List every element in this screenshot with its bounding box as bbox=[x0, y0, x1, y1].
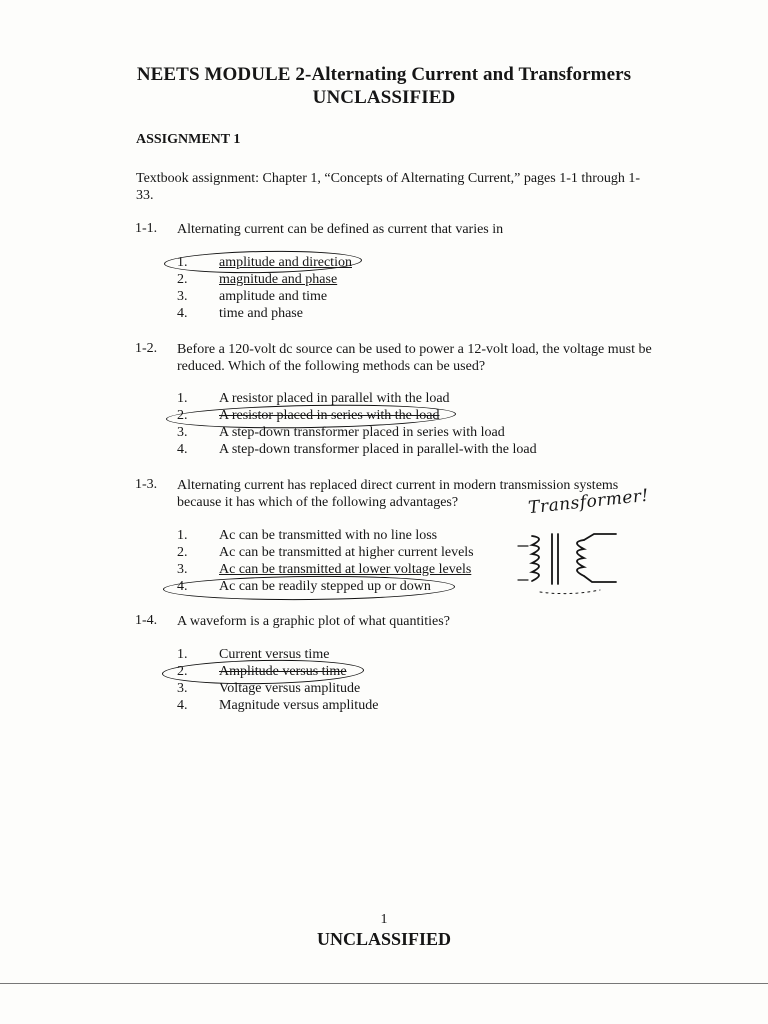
option-text: A resistor placed in series with the load bbox=[219, 408, 440, 423]
option[interactable] bbox=[0, 390, 768, 407]
option-number: 4. bbox=[177, 442, 188, 457]
question-number: 1-1. bbox=[135, 221, 158, 236]
option[interactable] bbox=[0, 697, 768, 714]
option[interactable] bbox=[0, 305, 768, 322]
transformer-sketch-icon bbox=[512, 518, 632, 598]
option-number: 3. bbox=[177, 681, 188, 696]
option-text: amplitude and direction bbox=[219, 255, 352, 270]
option-number: 1. bbox=[177, 647, 188, 662]
option[interactable] bbox=[0, 407, 768, 424]
option-number: 3. bbox=[177, 425, 188, 440]
option-number: 4. bbox=[177, 698, 188, 713]
option-text: time and phase bbox=[219, 306, 303, 321]
option-text: Amplitude versus time bbox=[219, 664, 347, 679]
option[interactable] bbox=[0, 441, 768, 458]
question-number: 1-3. bbox=[135, 477, 158, 492]
option[interactable] bbox=[0, 527, 768, 544]
option-number: 1. bbox=[177, 391, 188, 406]
option-text: Ac can be transmitted at higher current levels bbox=[219, 545, 474, 560]
option[interactable] bbox=[0, 578, 768, 595]
option-number: 1. bbox=[177, 528, 188, 543]
question-number: 1-4. bbox=[135, 613, 158, 628]
footer-classification: UNCLASSIFIED bbox=[316, 929, 452, 949]
option-number: 2. bbox=[177, 408, 188, 423]
option-number: 4. bbox=[177, 579, 188, 594]
question-number: 1-2. bbox=[135, 341, 158, 356]
option-text: Voltage versus amplitude bbox=[219, 681, 361, 696]
option-number: 2. bbox=[177, 664, 188, 679]
option[interactable] bbox=[0, 561, 768, 578]
page-divider bbox=[0, 983, 768, 984]
option-number: 2. bbox=[177, 272, 188, 287]
option-text: Ac can be transmitted with no line loss bbox=[219, 528, 438, 543]
option[interactable] bbox=[0, 544, 768, 561]
page-number: 1 bbox=[380, 912, 388, 927]
option-text: Ac can be readily stepped up or down bbox=[219, 579, 431, 594]
option-number: 3. bbox=[177, 289, 188, 304]
option-text: A resistor placed in parallel with the load bbox=[219, 391, 450, 406]
option-text: Magnitude versus amplitude bbox=[219, 698, 379, 713]
option[interactable] bbox=[0, 646, 768, 663]
option-text: magnitude and phase bbox=[219, 272, 338, 287]
option[interactable] bbox=[0, 254, 768, 271]
option-number: 3. bbox=[177, 562, 188, 577]
handwritten-note: Transformer! bbox=[527, 485, 650, 519]
option[interactable] bbox=[0, 288, 768, 305]
option[interactable] bbox=[0, 271, 768, 288]
option-text: Ac can be transmitted at lower voltage levels bbox=[219, 562, 472, 577]
option[interactable] bbox=[0, 680, 768, 697]
option-text: A step-down transformer placed in parallel-with the load bbox=[219, 442, 537, 457]
option[interactable] bbox=[0, 424, 768, 441]
option[interactable] bbox=[0, 663, 768, 680]
option-number: 4. bbox=[177, 306, 188, 321]
option-text: A step-down transformer placed in series with load bbox=[219, 425, 505, 440]
page-title: NEETS MODULE 2-Alternating Current and Transformers bbox=[136, 64, 632, 85]
question-text: Alternating current can be defined as current that varies in bbox=[177, 222, 504, 237]
option-text: Current versus time bbox=[219, 647, 330, 662]
option-number: 1. bbox=[177, 255, 188, 270]
option-text: amplitude and time bbox=[219, 289, 328, 304]
question-text: A waveform is a graphic plot of what quantities? bbox=[177, 614, 450, 629]
textbook-assignment: Textbook assignment: Chapter 1, “Concepts of Alternating Current,” pages 1-1 through 1-33. bbox=[136, 171, 641, 203]
assignment-heading: ASSIGNMENT 1 bbox=[136, 132, 241, 147]
question-text: Before a 120-volt dc source can be used to power a 12-volt load, the voltage must be reduced. Which of the following methods can be used? bbox=[177, 342, 652, 374]
option-number: 2. bbox=[177, 545, 188, 560]
question-text: Alternating current has replaced direct current in modern transmission systems because it has which of the following advantages? bbox=[177, 478, 619, 510]
header-classification: UNCLASSIFIED bbox=[312, 87, 456, 108]
